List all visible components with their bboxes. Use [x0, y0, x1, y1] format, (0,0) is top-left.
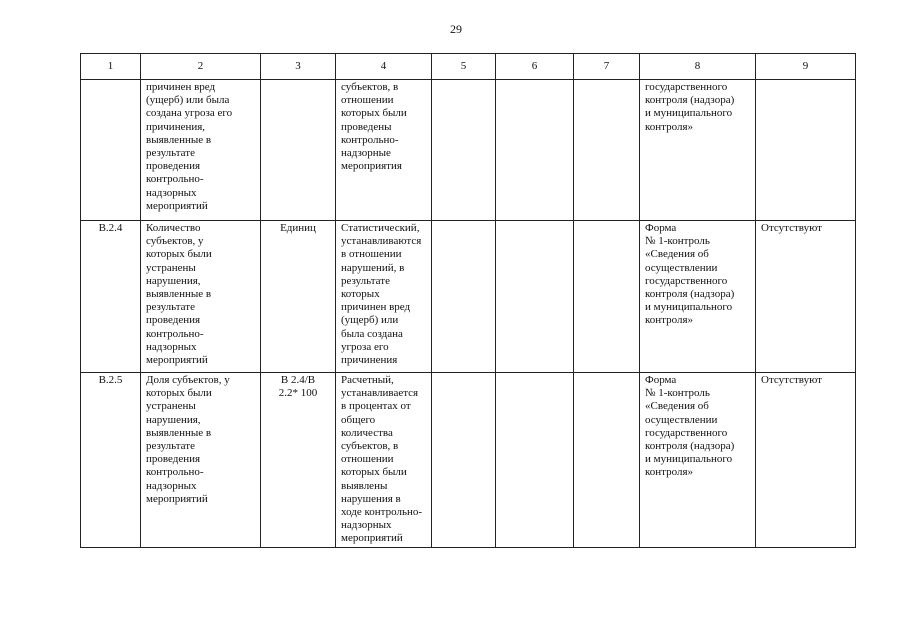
cell-col5 — [432, 221, 496, 373]
cell-code: В.2.5 — [81, 373, 141, 548]
cell-method: субъектов, в отношении которых были проведены контрольно- надзорные мероприятия — [336, 80, 432, 221]
table-row — [81, 80, 856, 221]
cell-method: Расчетный, устанавливается в процентах от общего количества субъектов, в отношении которых были выявлены нарушения в ходе контрольно- надзорных мероприятий — [336, 373, 432, 548]
cell-code: В.2.4 — [81, 221, 141, 373]
cell-method: Статистический, устанавливаются в отношении нарушений, в результате которых причинен вред (ущерб) или была создана угроза его причинения — [336, 221, 432, 373]
column-header-3: 3 — [261, 54, 336, 80]
table-row — [81, 221, 856, 373]
cell-indicator-name: причинен вред (ущерб) или была создана угроза его причинения, выявленные в результате проведения контрольно- надзорных мероприятий — [141, 80, 261, 221]
cell-unit: Единиц — [261, 221, 336, 373]
table-row — [81, 373, 856, 548]
cell-notes: Отсутствуют — [756, 221, 856, 373]
cell-col6 — [496, 221, 574, 373]
cell-unit: В 2.4/В 2.2* 100 — [261, 373, 336, 548]
column-header-1: 1 — [81, 54, 141, 80]
cell-col6 — [496, 80, 574, 221]
cell-notes: Отсутствуют — [756, 373, 856, 548]
cell-col6 — [496, 373, 574, 548]
header-row — [81, 54, 856, 80]
cell-col7 — [574, 221, 640, 373]
column-header-9: 9 — [756, 54, 856, 80]
column-header-5: 5 — [432, 54, 496, 80]
cell-source: Форма № 1-контроль «Сведения об осуществлении государственного контроля (надзора) и муниципального контроля» — [640, 373, 756, 548]
cell-notes — [756, 80, 856, 221]
column-header-2: 2 — [141, 54, 261, 80]
cell-unit — [261, 80, 336, 221]
cell-col5 — [432, 373, 496, 548]
column-header-8: 8 — [640, 54, 756, 80]
cell-indicator-name: Количество субъектов, у которых были устранены нарушения, выявленные в результате проведения контрольно- надзорных мероприятий — [141, 221, 261, 373]
page-number: 29 — [450, 22, 462, 36]
indicator-table — [80, 53, 856, 548]
column-header-6: 6 — [496, 54, 574, 80]
cell-source: государственного контроля (надзора) и муниципального контроля» — [640, 80, 756, 221]
cell-col7 — [574, 373, 640, 548]
column-header-7: 7 — [574, 54, 640, 80]
cell-source: Форма № 1-контроль «Сведения об осуществлении государственного контроля (надзора) и муниципального контроля» — [640, 221, 756, 373]
cell-col7 — [574, 80, 640, 221]
column-header-4: 4 — [336, 54, 432, 80]
cell-code — [81, 80, 141, 221]
cell-col5 — [432, 80, 496, 221]
cell-indicator-name: Доля субъектов, у которых были устранены нарушения, выявленные в результате проведения контрольно- надзорных мероприятий — [141, 373, 261, 548]
